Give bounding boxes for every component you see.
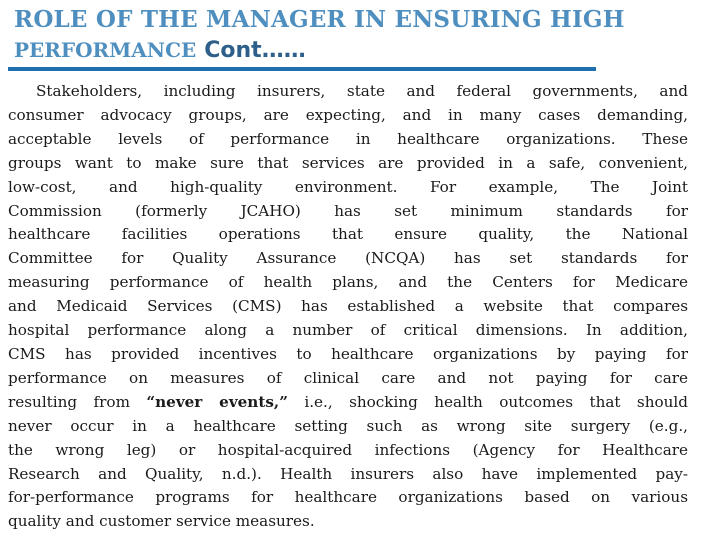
paragraph-line: Committee for Quality Assurance (NCQA) has set standards for [8, 249, 688, 268]
paragraph-line: groups want to make sure that services are provided in a safe, convenient, [8, 153, 688, 172]
paragraph-line: measuring performance of health plans, and the Centers for Medicare [8, 273, 688, 292]
slide-title-line-2 [14, 38, 306, 63]
emphasized-term: “never events,” [146, 392, 288, 411]
paragraph-line: hospital performance along a number of critical dimensions. In addition, [8, 321, 688, 340]
paragraph-line: Commission (formerly JCAHO) has set minimum standards for [8, 201, 688, 220]
continued-label: Cont…… [204, 38, 306, 63]
slide-title-line-1: ROLE OF THE MANAGER IN ENSURING HIGH [14, 6, 625, 33]
slide-title-word: PERFORMANCE [14, 38, 197, 62]
paragraph-line: healthcare facilities operations that ensure quality, the National [8, 225, 688, 244]
paragraph-line: the wrong leg) or hospital-acquired infections (Agency for Healthcare [8, 440, 688, 459]
paragraph-line: never occur in a healthcare setting such as wrong site surgery (e.g., [8, 416, 688, 435]
paragraph-line: Stakeholders, including insurers, state and federal governments, and [36, 82, 688, 100]
paragraph-line: performance on measures of clinical care and not paying for care [8, 368, 688, 387]
paragraph-text: resulting from [8, 392, 147, 411]
paragraph-line-with-emphasis [8, 391, 688, 415]
paragraph-line: quality and customer service measures. [8, 512, 315, 531]
body-paragraph [8, 80, 688, 534]
paragraph-line: low-cost, and high-quality environment. For example, The Joint [8, 177, 688, 196]
paragraph-line: Research and Quality, n.d.). Health insurers also have implemented pay- [8, 464, 688, 483]
paragraph-text: i.e., shocking health outcomes that should [287, 392, 689, 411]
paragraph-line: and Medicaid Services (CMS) has established a website that compares [8, 297, 688, 316]
paragraph-line: for-performance programs for healthcare organizations based on various [8, 488, 688, 507]
paragraph-line: CMS has provided incentives to healthcare organizations by paying for [8, 344, 688, 363]
paragraph-line: acceptable levels of performance in healthcare organizations. These [8, 129, 688, 148]
title-underline [8, 67, 596, 71]
paragraph-line: consumer advocacy groups, are expecting, and in many cases demanding, [8, 105, 688, 124]
